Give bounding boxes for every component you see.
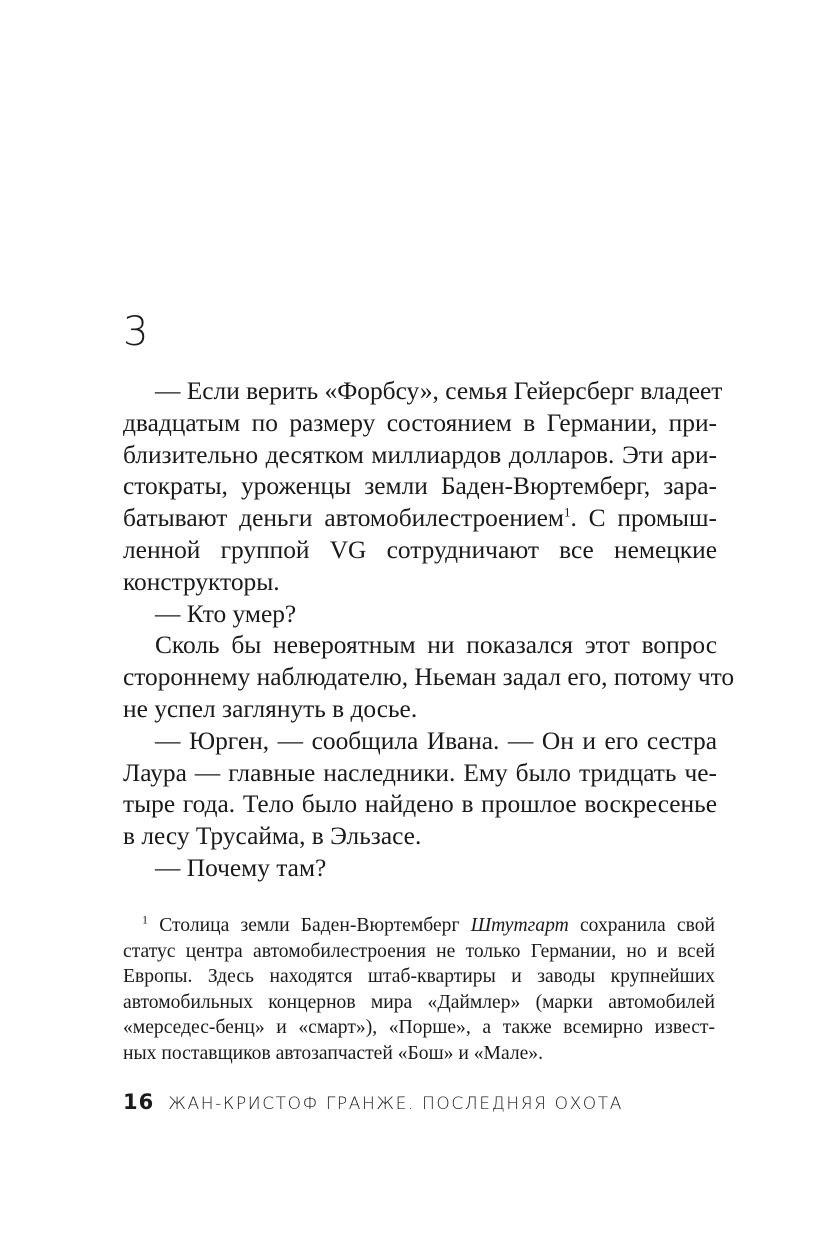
chapter-number: 3 bbox=[123, 309, 150, 355]
running-title: ЖАН-КРИСТОФ ГРАНЖЕ. ПОСЛЕДНЯЯ ОХОТА bbox=[168, 1094, 624, 1114]
text-line: — Юрген, — сообщила Ивана. — Он и его сестра bbox=[155, 726, 717, 755]
text-fragment: . С промыш- bbox=[570, 504, 717, 533]
footnote-reference[interactable]: 1 bbox=[563, 504, 571, 520]
footnote-line: статус центра автомобилестроения не только Германии, но и всей bbox=[123, 940, 715, 962]
text-line: — Почему там? bbox=[155, 853, 327, 882]
footnote-line: ных поставщиков автозапчастей «Бош» и «Мале». bbox=[123, 1042, 543, 1064]
text-line bbox=[123, 503, 717, 535]
running-footer bbox=[123, 1090, 623, 1114]
paragraph bbox=[123, 376, 723, 599]
paragraph bbox=[123, 599, 717, 631]
footnote-line bbox=[123, 913, 715, 939]
paragraph bbox=[123, 630, 735, 725]
text-line: — Если верить «Форбсу», семья Гейерсберг владеет bbox=[155, 377, 723, 405]
footnote-marker: 1 bbox=[142, 912, 148, 927]
body-text bbox=[123, 376, 735, 885]
text-line: не успел заглянуть в досье. bbox=[123, 694, 418, 723]
footnote bbox=[123, 913, 715, 1067]
text-line: стократы, уроженцы земли Баден-Вюртемберг, зара- bbox=[123, 472, 717, 501]
text-line: ленной группой VG сотрудничают все немецкие bbox=[123, 535, 717, 564]
text-line: — Кто умер? bbox=[155, 599, 297, 628]
emphasized-text: Штутгарт bbox=[470, 915, 569, 936]
text-fragment: Столица земли Баден-Вюртемберг bbox=[159, 915, 471, 936]
text-line: в лесу Трусайма, в Эльзасе. bbox=[123, 822, 422, 851]
paragraph bbox=[123, 726, 717, 853]
text-line: близительно десятком миллиардов долларов. Эти ари- bbox=[123, 440, 717, 469]
text-line: стороннему наблюдателю, Ньеман задал его, потому что bbox=[123, 663, 735, 692]
paragraph bbox=[123, 853, 717, 885]
text-fragment: батывают деньги автомобилестроением bbox=[123, 504, 564, 533]
text-fragment: сохранила свой bbox=[568, 915, 715, 936]
text-line: Лаура — главные наследники. Ему было тридцать че- bbox=[123, 758, 717, 787]
page-number: 16 bbox=[123, 1090, 155, 1114]
text-line: Сколь бы невероятным ни показался этот вопрос bbox=[155, 631, 717, 660]
text-line: тыре года. Тело было найдено в прошлое воскресенье bbox=[123, 790, 717, 819]
footnote-line: «мерседес-бенц» и «смарт»), «Порше», а также всемирно извест- bbox=[123, 1017, 715, 1039]
text-line: конструкторы. bbox=[123, 567, 280, 596]
text-line: двадцатым по размеру состоянием в Германии, при- bbox=[123, 408, 717, 437]
footnote-line: автомобильных концернов мира «Даймлер» (марки автомобилей bbox=[123, 991, 715, 1013]
footnote-line: Европы. Здесь находятся штаб-квартиры и заводы крупнейших bbox=[123, 966, 715, 988]
